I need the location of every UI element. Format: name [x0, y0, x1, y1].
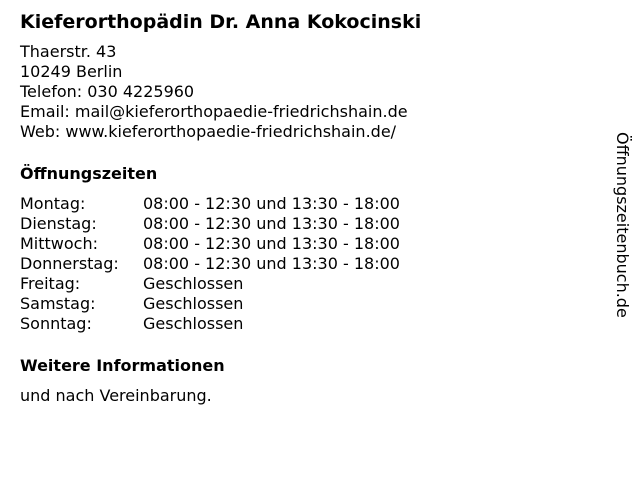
hours-day: Freitag: [20, 274, 81, 293]
hours-time: Geschlossen [143, 274, 244, 293]
hours-time: Geschlossen [143, 294, 244, 313]
opening-hours-table [20, 194, 600, 334]
hours-time: Geschlossen [143, 314, 244, 333]
hours-row [20, 214, 600, 234]
hours-row [20, 234, 600, 254]
more-info-text: und nach Vereinbarung. [20, 386, 212, 405]
hours-time: 08:00 - 12:30 und 13:30 - 18:00 [143, 214, 400, 233]
address-street: Thaerstr. 43 [20, 42, 117, 61]
hours-row [20, 274, 600, 294]
listing-card [20, 10, 600, 406]
hours-day: Samstag: [20, 294, 96, 313]
opening-hours-heading: Öffnungszeiten [20, 164, 158, 183]
hours-row [20, 254, 600, 274]
hours-time: 08:00 - 12:30 und 13:30 - 18:00 [143, 234, 400, 253]
hours-day: Mittwoch: [20, 234, 98, 253]
address-block [20, 42, 600, 142]
hours-row [20, 294, 600, 314]
hours-time: 08:00 - 12:30 und 13:30 - 18:00 [143, 194, 400, 213]
hours-day: Donnerstag: [20, 254, 119, 273]
phone-line: Telefon: 030 4225960 [20, 82, 195, 101]
email-line: Email: mail@kieferorthopaedie-friedrichshain.de [20, 102, 408, 121]
hours-time: 08:00 - 12:30 und 13:30 - 18:00 [143, 254, 400, 273]
web-line: Web: www.kieferorthopaedie-friedrichshain.de/ [20, 122, 397, 141]
hours-day: Montag: [20, 194, 86, 213]
hours-day: Sonntag: [20, 314, 92, 333]
brand-watermark: Öffnungszeitenbuch.de [613, 132, 632, 318]
page-title: Kieferorthopädin Dr. Anna Kokocinski [20, 11, 422, 33]
more-info-heading: Weitere Informationen [20, 356, 225, 375]
hours-row [20, 314, 600, 334]
address-city: 10249 Berlin [20, 62, 123, 81]
hours-day: Dienstag: [20, 214, 97, 233]
hours-row [20, 194, 600, 214]
